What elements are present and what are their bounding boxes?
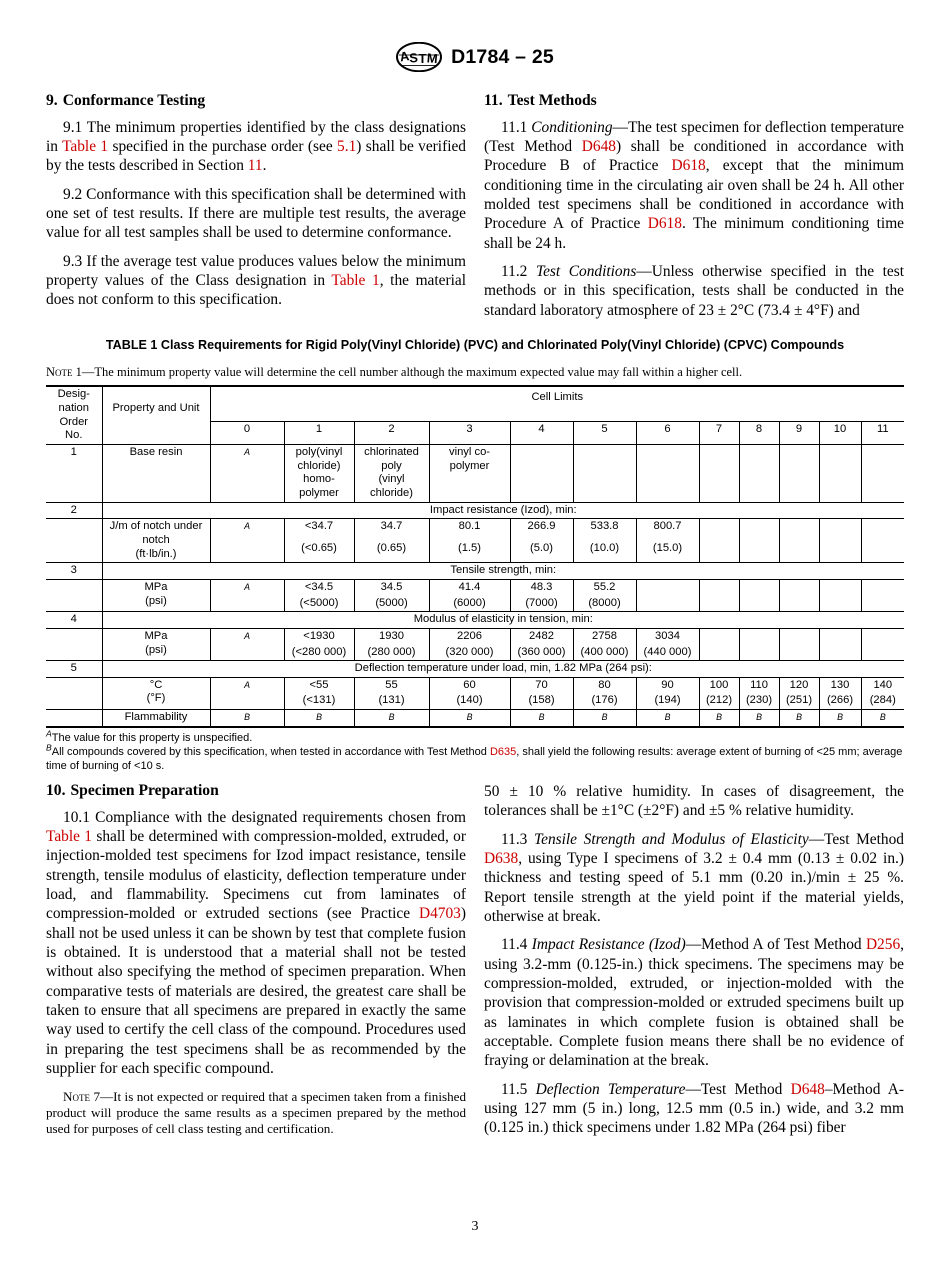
cell-limit-value (819, 519, 861, 541)
row-order-number: 4 (46, 612, 102, 629)
cell-limit-value (779, 628, 819, 644)
cell-limit-value: 100 (699, 677, 739, 693)
paragraph-11.2: 11.2 Test Conditions—Unless otherwise specified in the test methods or in this specification, tests shall be conducted in the standard laboratory atmosphere of 23 ± 2°C (73.4 ± 4°F) and (484, 263, 904, 319)
note-7-number: 7 (93, 1089, 100, 1105)
footnote-marker: A (244, 446, 250, 457)
cell-limit-value (861, 444, 904, 502)
cell-limit-value-alt: (5000) (354, 596, 429, 612)
footnote-marker: A (244, 630, 250, 641)
cell-limit-value-alt: (7000) (510, 596, 573, 612)
cell-limit-value-alt: (131) (354, 693, 429, 709)
cell-limit-value-alt (636, 596, 699, 612)
svg-text:A: A (398, 48, 411, 65)
table-group-row (46, 661, 904, 678)
cell-limit-value: <34.7 (284, 519, 354, 541)
cross-reference-link[interactable]: Table 1 (331, 272, 380, 289)
paragraph-11.2-cont: 50 ± 10 % relative humidity. In cases of disagreement, the tolerances shall be ±1°C (±2°F) and ±5 % relative humidity. (484, 783, 904, 820)
cell-limit-value-alt: (251) (779, 693, 819, 709)
section-title-9: Conformance Testing (62, 92, 206, 109)
cross-reference-link[interactable]: 5.1 (337, 138, 357, 156)
cell-limit-value: 34.5 (354, 579, 429, 595)
cell-limit-value: 533.8 (573, 519, 636, 541)
footnote-marker: A (244, 581, 250, 592)
header-cell-4: 4 (510, 421, 573, 444)
footnote-marker: B (879, 712, 886, 723)
row-group-label: Tensile strength, min: (102, 563, 904, 580)
cell-limit-value (699, 519, 739, 541)
cell-limit-value-alt: (280 000) (354, 645, 429, 661)
cell-limit-value: 60 (429, 677, 510, 693)
cell-limit-value (636, 710, 699, 727)
cell-limit-value-alt: (360 000) (510, 645, 573, 661)
note-text: —The minimum property value will determine the cell number although the maximum expected value may fall within a higher cell. (81, 364, 743, 379)
cell-limit-value-alt (779, 541, 819, 563)
header-order-no: Desig- nation Order No. (46, 386, 102, 444)
cross-reference-link[interactable]: D648 (581, 138, 616, 156)
section-number-10: 10. (46, 782, 66, 799)
cell-limit-value (819, 628, 861, 644)
cell-limit-value: 34.7 (354, 519, 429, 541)
row-order-number: 5 (46, 661, 102, 678)
paragraph-11.4: 11.4 Impact Resistance (Izod)—Method A of Test Method D256, using 3.2-mm (0.125-in.) thick specimens. The specimens may be compression-molded, extruded, or injection-molded with the provision that compression-molded or extruded specimens built up as laminates in which complete fusion is obtained shall be acceptable. Complete fusion means there shall be no evidence of fraying or delamination at the break. (484, 936, 904, 1070)
cell-limit-value (573, 710, 636, 727)
cell-limit-value: <1930 (284, 628, 354, 644)
cell-limit-value (819, 579, 861, 595)
header-cell-5: 5 (573, 421, 636, 444)
cell-limit-value (739, 519, 779, 541)
footnote-marker: B (316, 712, 322, 723)
section-heading-9 (46, 92, 466, 111)
table-1-title: TABLE 1 Class Requirements for Rigid Poly(Vinyl Chloride) (PVC) and Chlorinated Poly(Vinyl Chloride) (CPVC) Compounds (105, 338, 845, 352)
cell-limit-value (636, 579, 699, 595)
cell-limit-value: chlorinated poly (vinyl chloride) (354, 444, 429, 502)
cell-limit-value-alt: (320 000) (429, 645, 510, 661)
table-1-block (46, 338, 904, 773)
cell-limit-value (861, 519, 904, 541)
section-specimen-preparation (46, 782, 466, 1137)
cell-limit-value-alt (861, 541, 904, 563)
cell-limit-value-alt: (10.0) (573, 541, 636, 563)
cell-limit-value: 90 (636, 677, 699, 693)
cell-limit-value: 3034 (636, 628, 699, 644)
footnote-marker: B (796, 712, 802, 723)
section-number-9: 9. (46, 92, 58, 109)
cell-limit-value (636, 444, 699, 502)
cross-reference-link[interactable]: D256 (865, 936, 901, 954)
cell-limit-value-alt (861, 596, 904, 612)
cell-limit-value (210, 628, 284, 644)
row-order-number (46, 579, 102, 611)
footnote-marker: B (538, 712, 545, 723)
cell-limit-value (739, 628, 779, 644)
cell-limit-value-alt (861, 645, 904, 661)
cell-limit-value (861, 628, 904, 644)
row-order-number (46, 519, 102, 563)
header-cell-6: 6 (636, 421, 699, 444)
cell-limit-value-alt: (176) (573, 693, 636, 709)
row-order-number (46, 710, 102, 727)
footnote-marker: A (244, 521, 250, 532)
cell-limit-value (699, 628, 739, 644)
cell-limit-value-alt: (284) (861, 693, 904, 709)
section-conformance-testing (46, 92, 466, 310)
footnote-marker: B (601, 712, 608, 723)
cell-limit-value (699, 444, 739, 502)
cell-limit-value: poly(vinyl chloride) homo- polymer (284, 444, 354, 502)
run-in-heading: Impact Resistance (Izod) (531, 936, 686, 954)
table-1 (46, 385, 904, 727)
run-in-heading: Deflection Temperature (535, 1080, 686, 1098)
table-1-footnotes (46, 728, 904, 773)
section-11-body-top (484, 118, 904, 320)
paragraph-10.1: 10.1 Compliance with the designated requirements chosen from Table 1 shall be determined with compression-molded, extruded, or injection-molded test specimens for Izod impact resistance, tensile strength, tensile modulus of elasticity, deflection temperature under load, and flammability. Specimens cut from laminates of compression-molded or extruded sections (see Practice D4703) shall not be used unless it can be shown by test that complete fusion is obtained. It is understood that a material shall not be tested without also specifying the method of specimen preparation. When comparative tests of materials are desired, the greatest care shall be taken to ensure that all specimens are prepared in exactly the same way used to certify the cell class of the compound. Procedures used in preparing the test specimens shall be as recommended by the supplier for each specific compound. (46, 808, 466, 1077)
cell-limit-value-alt: (0.65) (354, 541, 429, 563)
cell-limit-value-alt (819, 596, 861, 612)
section-title-11: Test Methods (507, 92, 597, 109)
cell-limit-value-alt: (230) (739, 693, 779, 709)
note-number-value: 1 (75, 364, 82, 379)
section-number-11: 11. (484, 92, 503, 109)
cross-reference-link[interactable]: 11 (247, 157, 263, 175)
row-property-label: Flammability (102, 710, 210, 727)
table-row (46, 444, 904, 502)
cell-limit-value: <34.5 (284, 579, 354, 595)
header-cell-limits: Cell Limits (210, 386, 904, 421)
cell-limit-value (739, 710, 779, 727)
cell-limit-value-alt (739, 541, 779, 563)
table-footnote: $^B$All compounds covered by this specification, when tested in accordance with Test Method D635, shall yield the following results: average extent of burning of <25 mm; average time of burning of <10 s. (46, 742, 903, 772)
table-row (46, 628, 904, 644)
astm-logo-icon (396, 42, 442, 72)
cell-limit-value-alt (819, 645, 861, 661)
row-group-label: Modulus of elasticity in tension, min: (102, 612, 904, 629)
cell-limit-value-alt (210, 645, 284, 661)
cell-limit-value-alt: (<280 000) (284, 645, 354, 661)
cell-limit-value-alt: (5.0) (510, 541, 573, 563)
footnote-marker: B (388, 712, 395, 723)
cell-limit-value-alt: (<0.65) (284, 541, 354, 563)
svg-text:S: S (408, 50, 419, 66)
cross-reference-link[interactable]: Table 1 (62, 138, 109, 156)
page-number: 3 (471, 1219, 479, 1234)
cell-limit-value: 140 (861, 677, 904, 693)
section-test-methods-continued (484, 782, 904, 1138)
cell-limit-value-alt: (<131) (284, 693, 354, 709)
paragraph-11.3: 11.3 Tensile Strength and Modulus of Elasticity—Test Method D638, using Type I specimens of 3.2 ± 0.4 mm (0.13 ± 0.02 in.) thickness and testing speed of 5.1 mm (0.20 in.)/min ± 25 %. Report tensile strength at the yield point if the material yields, otherwise at break. (484, 830, 904, 925)
cell-limit-value-alt (210, 596, 284, 612)
section-10-body (46, 808, 466, 1079)
row-order-number (46, 628, 102, 660)
header-cell-3: 3 (429, 421, 510, 444)
cell-limit-value (510, 444, 573, 502)
cell-limit-value: 41.4 (429, 579, 510, 595)
cross-reference-link[interactable]: D4703 (418, 905, 461, 923)
table-header-row-1 (46, 386, 904, 421)
cell-limit-value (510, 710, 573, 727)
table-1-body (46, 444, 904, 726)
cell-limit-value: 1930 (354, 628, 429, 644)
cell-limit-value (210, 677, 284, 693)
cell-limit-value (861, 710, 904, 727)
row-property-label: °C (°F) (102, 677, 210, 709)
cell-limit-value: 80.1 (429, 519, 510, 541)
cell-limit-value: 70 (510, 677, 573, 693)
cell-limit-value (284, 710, 354, 727)
section-heading-10 (46, 782, 466, 801)
row-property-label: MPa (psi) (102, 579, 210, 611)
footnote-marker: B (664, 712, 671, 723)
cell-limit-value (699, 710, 739, 727)
table-row (46, 710, 904, 727)
table-footnote: $^A$The value for this property is unspecified. (46, 728, 253, 744)
cell-limit-value (210, 519, 284, 541)
paragraph-9.1: 9.1 The minimum properties identified by the class designations in Table 1 specified in the purchase order (see 5.1) shall be verified by the tests described in Section 11. (46, 118, 467, 175)
header-cell-7: 7 (699, 421, 739, 444)
cell-limit-value-alt (779, 645, 819, 661)
page-masthead (0, 42, 950, 77)
cell-limit-value: 2758 (573, 628, 636, 644)
cell-limit-value (354, 710, 429, 727)
footnote-marker: B (46, 742, 52, 753)
row-property-label: Base resin (102, 444, 210, 502)
cell-limit-value (861, 579, 904, 595)
cell-limit-value (819, 710, 861, 727)
cell-limit-value-alt (699, 596, 739, 612)
row-property-label: J/m of notch under notch (ft·lb/in.) (102, 519, 210, 563)
cell-limit-value: 2206 (429, 628, 510, 644)
run-in-heading: Conditioning (531, 118, 613, 136)
cell-limit-value (429, 710, 510, 727)
footnote-marker: A (46, 728, 52, 739)
cell-limit-value (739, 579, 779, 595)
cell-limit-value (699, 579, 739, 595)
row-order-number: 2 (46, 502, 102, 519)
cell-limit-value (573, 444, 636, 502)
cell-limit-value: 80 (573, 677, 636, 693)
note-7-label: Note (63, 1089, 90, 1105)
cell-limit-value (819, 444, 861, 502)
cell-limit-value-alt: (1.5) (429, 541, 510, 563)
cell-limit-value-alt (699, 645, 739, 661)
header-cell-0: 0 (210, 421, 284, 444)
table-group-row (46, 502, 904, 519)
footnote-marker: B (756, 712, 762, 723)
footnote-marker: B (716, 712, 722, 723)
section-11-body-bottom (484, 782, 904, 1138)
footnote-marker: A (244, 679, 250, 690)
cross-reference-link[interactable]: D638 (484, 849, 519, 867)
cell-limit-value-alt: (15.0) (636, 541, 699, 563)
cell-limit-value: 48.3 (510, 579, 573, 595)
note-7-text: —It is not expected or required that a specimen taken from a finished product will produce the same results as a specimen prepared by the method used for purposes of cell class testing and certification. (46, 1089, 466, 1136)
row-order-number: 1 (46, 444, 102, 502)
table-1-note (46, 365, 904, 381)
header-cell-8: 8 (739, 421, 779, 444)
cell-limit-value: <55 (284, 677, 354, 693)
header-cell-1: 1 (284, 421, 354, 444)
row-order-number: 3 (46, 563, 102, 580)
table-row (46, 677, 904, 693)
paragraph-9.3: 9.3 If the average test value produces values below the minimum property values of the Class designation in Table 1, the material does not conform to this specification. (46, 252, 467, 309)
cell-limit-value-alt: (158) (510, 693, 573, 709)
cell-limit-value-alt (779, 596, 819, 612)
cell-limit-value: 266.9 (510, 519, 573, 541)
cell-limit-value (779, 444, 819, 502)
cell-limit-value (739, 444, 779, 502)
section-heading-11 (484, 92, 904, 111)
header-cell-11: 11 (861, 421, 904, 444)
header-cell-2: 2 (354, 421, 429, 444)
cell-limit-value-alt: (440 000) (636, 645, 699, 661)
cell-limit-value-alt: (6000) (429, 596, 510, 612)
cell-limit-value (779, 710, 819, 727)
cross-reference-link[interactable]: D648 (790, 1080, 825, 1098)
section-title-10: Specimen Preparation (70, 782, 219, 799)
cell-limit-value-alt (699, 541, 739, 563)
document-designation: D1784 – 25 (451, 45, 554, 68)
cross-reference-link[interactable]: Table 1 (46, 828, 92, 846)
header-cell-10: 10 (819, 421, 861, 444)
cell-limit-value: 130 (819, 677, 861, 693)
cross-reference-link[interactable]: D618 (647, 215, 682, 233)
footnote-marker: B (466, 712, 473, 723)
cell-limit-value: 110 (739, 677, 779, 693)
cell-limit-value-alt (739, 645, 779, 661)
row-group-label: Impact resistance (Izod), min: (102, 502, 904, 519)
cell-limit-value-alt: (140) (429, 693, 510, 709)
paragraph-9.2: 9.2 Conformance with this specification shall be determined with one set of test results. If there are multiple test results, the average value for all test samples shall be used to determine conformance. (46, 185, 466, 242)
note-7 (46, 1089, 466, 1136)
cross-reference-link[interactable]: D635 (489, 745, 517, 758)
section-9-body (46, 118, 466, 310)
cell-limit-value: vinyl co- polymer (429, 444, 510, 502)
table-group-row (46, 563, 904, 580)
svg-text:T: T (418, 50, 427, 66)
table-row (46, 579, 904, 595)
row-order-number (46, 677, 102, 709)
svg-text:M: M (426, 50, 439, 67)
cell-limit-value-alt (739, 596, 779, 612)
cell-limit-value-alt: (212) (699, 693, 739, 709)
cell-limit-value: 55.2 (573, 579, 636, 595)
footnote-marker: B (244, 712, 250, 723)
cell-limit-value-alt: (<5000) (284, 596, 354, 612)
run-in-heading: Tensile Strength and Modulus of Elasticity (533, 830, 809, 848)
cell-limit-value-alt: (400 000) (573, 645, 636, 661)
paragraph-11.1: 11.1 Conditioning—The test specimen for deflection temperature (Test Method D648) shall be conditioned in accordance with Procedure B of Practice D618, except that the minimum conditioning time in the circulating air oven shall be 24 h. All other molded test specimens shall be conditioned in accordance with Procedure A of Practice D618. The minimum conditioning time shall be 24 h. (484, 118, 905, 252)
table-group-row (46, 612, 904, 629)
cell-limit-value-alt (819, 541, 861, 563)
section-test-methods (484, 92, 904, 320)
cell-limit-value (210, 444, 284, 502)
cell-limit-value: 800.7 (636, 519, 699, 541)
cell-limit-value (210, 710, 284, 727)
run-in-heading: Test Conditions (535, 263, 637, 280)
cell-limit-value-alt: (194) (636, 693, 699, 709)
note-label: Note (46, 364, 73, 379)
cell-limit-value-alt: (8000) (573, 596, 636, 612)
header-cell-9: 9 (779, 421, 819, 444)
cell-limit-value-alt (210, 541, 284, 563)
cell-limit-value (779, 519, 819, 541)
paragraph-11.5: 11.5 Deflection Temperature—Test Method D648–Method A- using 127 mm (5 in.) long, 12.5 mm (0.5 in.) wide, and 3.2 mm (0.125 in.) thick specimens under 1.82 MPa (264 psi) fiber (484, 1080, 905, 1137)
cell-limit-value-alt (210, 693, 284, 709)
row-property-label: MPa (psi) (102, 628, 210, 660)
cell-limit-value (779, 579, 819, 595)
cell-limit-value (210, 579, 284, 595)
table-1-head (46, 386, 904, 444)
footnote-marker: B (837, 712, 843, 723)
cross-reference-link[interactable]: D618 (671, 157, 706, 175)
cell-limit-value-alt: (266) (819, 693, 861, 709)
cell-limit-value: 2482 (510, 628, 573, 644)
cell-limit-value: 120 (779, 677, 819, 693)
cell-limit-value: 55 (354, 677, 429, 693)
row-group-label: Deflection temperature under load, min, 1.82 MPa (264 psi): (102, 661, 904, 678)
header-property-unit: Property and Unit (102, 386, 210, 444)
